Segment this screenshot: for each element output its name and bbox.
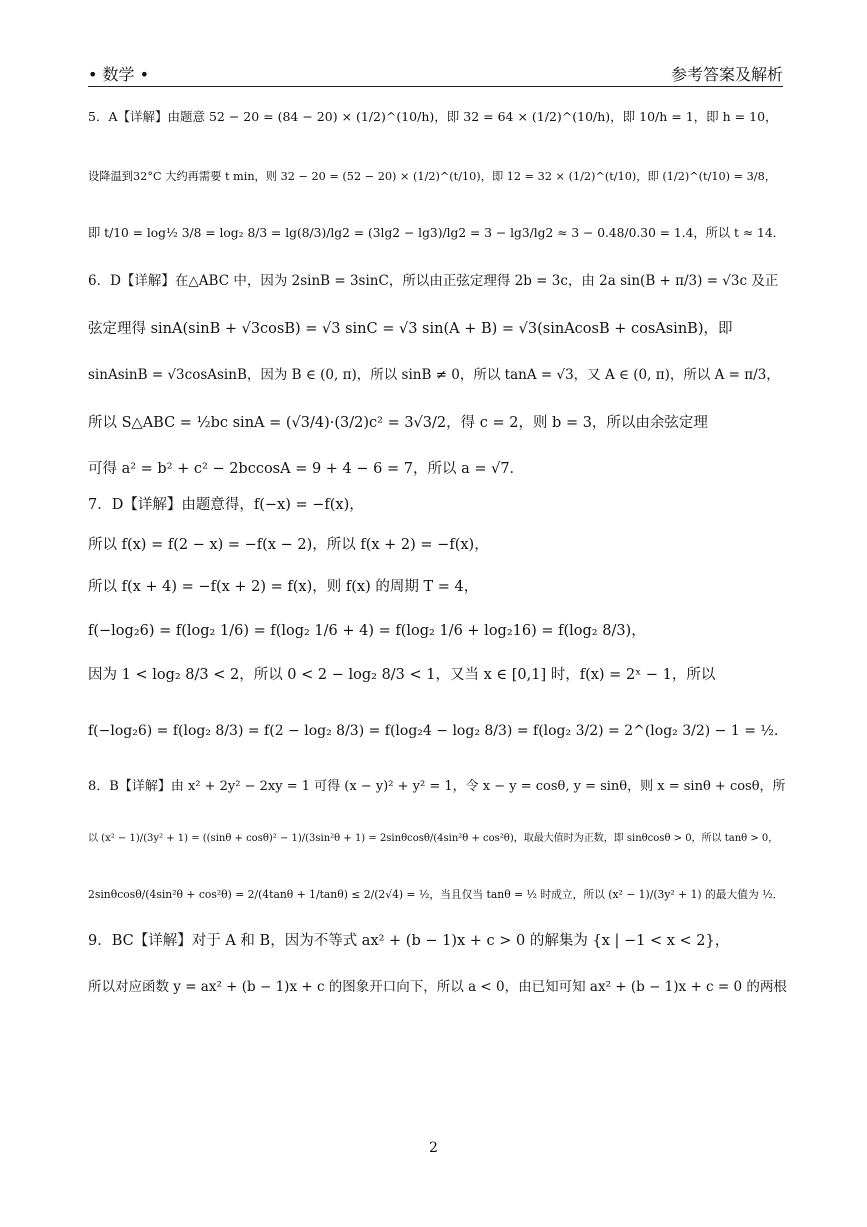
text-line: 9．BC【详解】对于 A 和 B，因为不等式 ax² + (b − 1)x + c > 0 的解集为 {x | −1 < x < 2}，: [88, 933, 730, 949]
text-line: 所以 S△ABC = ½bc sinA = (√3/4)·(3/2)c² = 3√3/2，得 c = 2，则 b = 3，所以由余弦定理: [88, 415, 708, 431]
text-line: sinAsinB = √3cosAsinB，因为 B ∈ (0, π)，所以 sinB ≠ 0，所以 tanA = √3，又 A ∈ (0, π)，所以 A = π/3，: [88, 367, 780, 383]
text-line: 所以 f(x + 4) = −f(x + 2) = f(x)，则 f(x) 的周期 T = 4，: [88, 579, 479, 595]
text-line: 因为 1 < log₂ 8/3 < 2，所以 0 < 2 − log₂ 8/3 < 1，又当 x ∈ [0,1] 时，f(x) = 2ˣ − 1，所以: [88, 667, 716, 683]
text-line: 即 t/10 = log½ 3/8 = log₂ 8/3 = lg(8/3)/lg2 = (3lg2 − lg3)/lg2 = 3 − lg3/lg2 ≈ 3 − 0.48/0.30 = 1.4，所以 t ≈ 14．: [88, 226, 785, 240]
text-line: 2sinθcosθ/(4sin²θ + cos²θ) = 2/(4tanθ + 1/tanθ) ≤ 2/(2√4) = ½，当且仅当 tanθ = ½ 时成立，所以 (x² − 1)/(3y² + 1) 的最大值为 ½．: [88, 888, 784, 901]
answer-content: [88, 96, 788, 998]
text-line: 以 (x² − 1)/(3y² + 1) = ((sinθ + cosθ)² − 1)/(3sin²θ + 1) = 2sinθcosθ/(4sin²θ + cos²θ)，取最大值时为正数，即 sinθcosθ > 0，所以 tanθ > 0，: [88, 833, 779, 844]
page-header: [88, 60, 783, 87]
text-line: 6．D【详解】在△ABC 中，因为 2sinB = 3sinC，所以由正弦定理得 2b = 3c，由 2a sin(B + π/3) = √3c 及正: [88, 273, 779, 289]
text-line: f(−log₂6) = f(log₂ 8/3) = f(2 − log₂ 8/3) = f(log₂4 − log₂ 8/3) = f(log₂ 3/2) = 2^(log₂ 3/2) − 1 = ½．: [88, 723, 788, 739]
text-line: 设降温到32°C 大约再需要 t min，则 32 − 20 = (52 − 20) × (1/2)^(t/10)，即 12 = 32 × (1/2)^(t/10)，即 (1/2)^(t/10) = 3/8，: [88, 170, 777, 183]
text-line: 可得 a² = b² + c² − 2bccosA = 9 + 4 − 6 = 7，所以 a = √7．: [88, 461, 525, 477]
text-line: 弦定理得 sinA(sinB + √3cosB) = √3 sinC = √3 sin(A + B) = √3(sinAcosB + cosAsinB)，即: [88, 321, 733, 337]
text-line: 所以 f(x) = f(2 − x) = −f(x − 2)，所以 f(x + 2) = −f(x)，: [88, 537, 489, 553]
text-line: 8．B【详解】由 x² + 2y² − 2xy = 1 可得 (x − y)² + y² = 1，令 x − y = cosθ, y = sinθ，则 x = sinθ + cosθ，所: [88, 779, 786, 794]
header-subject: • 数学 •: [88, 65, 150, 84]
header-title: 参考答案及解析: [670, 65, 783, 84]
text-line: 所以对应函数 y = ax² + (b − 1)x + c 的图象开口向下，所以 a < 0，由已知可知 ax² + (b − 1)x + c = 0 的两根: [88, 979, 787, 995]
page-number: 2: [429, 1140, 438, 1156]
text-line: 7．D【详解】由题意得，f(−x) = −f(x)，: [88, 497, 364, 513]
text-line: f(−log₂6) = f(log₂ 1/6) = f(log₂ 1/6 + 4) = f(log₂ 1/6 + log₂16) = f(log₂ 8/3)，: [88, 623, 646, 639]
text-line: 5．A【详解】由题意 52 − 20 = (84 − 20) × (1/2)^(10/h)，即 32 = 64 × (1/2)^(10/h)，即 10/h = 1，即 h = 10，: [88, 109, 778, 124]
